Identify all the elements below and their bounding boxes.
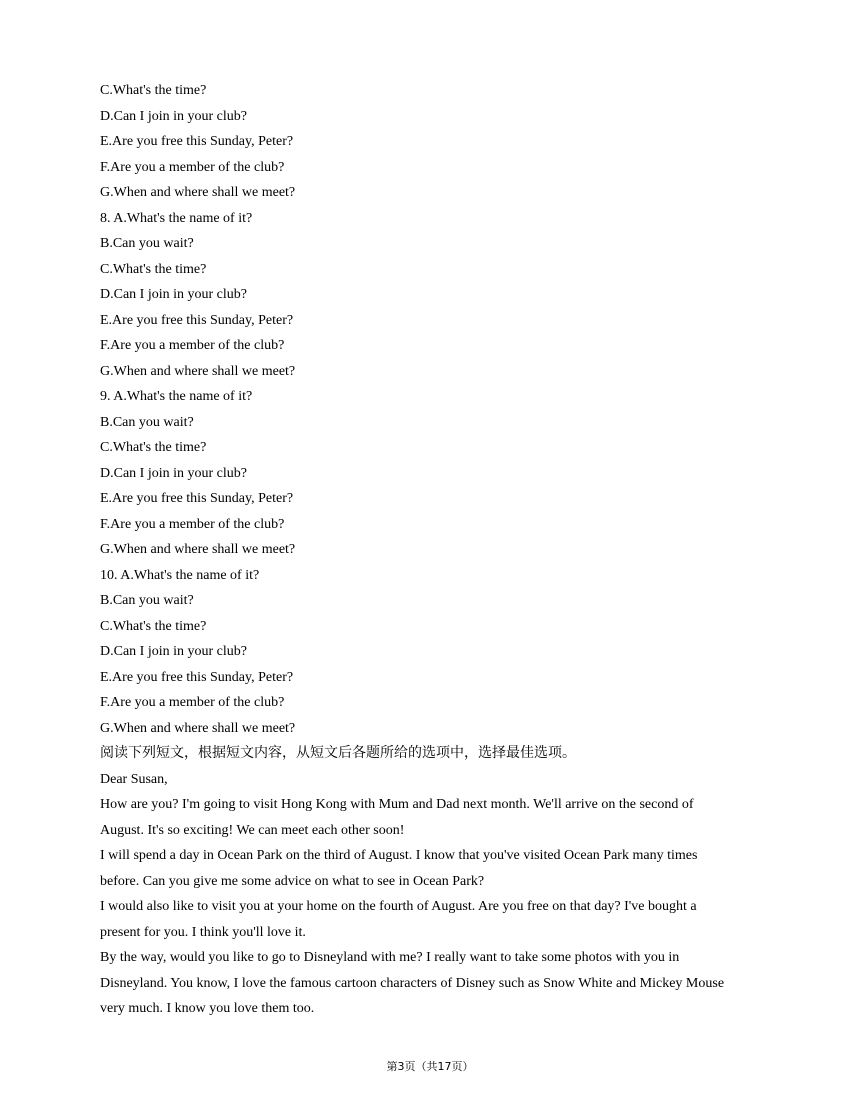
option-g: G.When and where shall we meet? [100, 185, 296, 200]
question-9: 9. A.What's the name of it? [100, 389, 253, 404]
letter-paragraph-3: I would also like to visit you at your home on the fourth of August. Are you free on that day? I've bought a present for you. I think you'll love it. [100, 899, 697, 940]
option-d: D.Can I join in your club? [100, 287, 247, 302]
option-c: C.What's the time? [100, 440, 207, 455]
letter-paragraph-4: By the way, would you like to go to Disneyland with me? I really want to take some photos with you in Disneyland. You know, I love the famous cartoon characters of Disney such as Snow White and Mickey Mouse very much. I know you love them too. [100, 950, 725, 1016]
option-f: F.Are you a member of the club? [100, 159, 285, 175]
reading-instruction: 阅读下列短文，根据短文内容，从短文后各题所给的选项中，选择最佳选项。 [100, 745, 576, 761]
option-f: F.Are you a member of the club? [100, 695, 285, 710]
option-c: C.What's the time? [100, 83, 207, 98]
letter-greeting: Dear Susan, [100, 771, 168, 787]
option-g: G.When and where shall we meet? [100, 720, 296, 736]
option-f: F.Are you a member of the club? [100, 338, 285, 353]
option-c: C.What's the time? [100, 618, 207, 634]
option-g: G.When and where shall we meet? [100, 363, 296, 379]
option-e: E.Are you free this Sunday, Peter? [100, 312, 294, 328]
option-d: D.Can I join in your club? [100, 644, 247, 659]
option-d: D.Can I join in your club? [100, 108, 247, 124]
option-d: D.Can I join in your club? [100, 465, 247, 481]
option-e: E.Are you free this Sunday, Peter? [100, 669, 294, 685]
question-8: 8. A.What's the name of it? [100, 210, 253, 226]
option-b: B.Can you wait? [100, 593, 194, 608]
letter-paragraph-1: How are you? I'm going to visit Hong Kong with Mum and Dad next month. We'll arrive on the second of August. It's so exciting! We can meet each other soon! [100, 797, 694, 838]
option-c: C.What's the time? [100, 261, 207, 277]
question-10: 10. A.What's the name of it? [100, 567, 260, 583]
option-f: F.Are you a member of the club? [100, 516, 285, 532]
letter-paragraph-2: I will spend a day in Ocean Park on the third of August. I know that you've visited Ocean Park many times before. Can you give me some advice on what to see in Ocean Park? [100, 848, 698, 889]
option-b: B.Can you wait? [100, 414, 194, 430]
option-b: B.Can you wait? [100, 236, 194, 251]
option-e: E.Are you free this Sunday, Peter? [100, 491, 294, 506]
page-content [100, 78, 740, 1022]
page-number: 第3页（共17页） [386, 1060, 474, 1073]
option-g: G.When and where shall we meet? [100, 542, 296, 557]
page-footer [0, 1058, 860, 1074]
option-e: E.Are you free this Sunday, Peter? [100, 134, 294, 149]
